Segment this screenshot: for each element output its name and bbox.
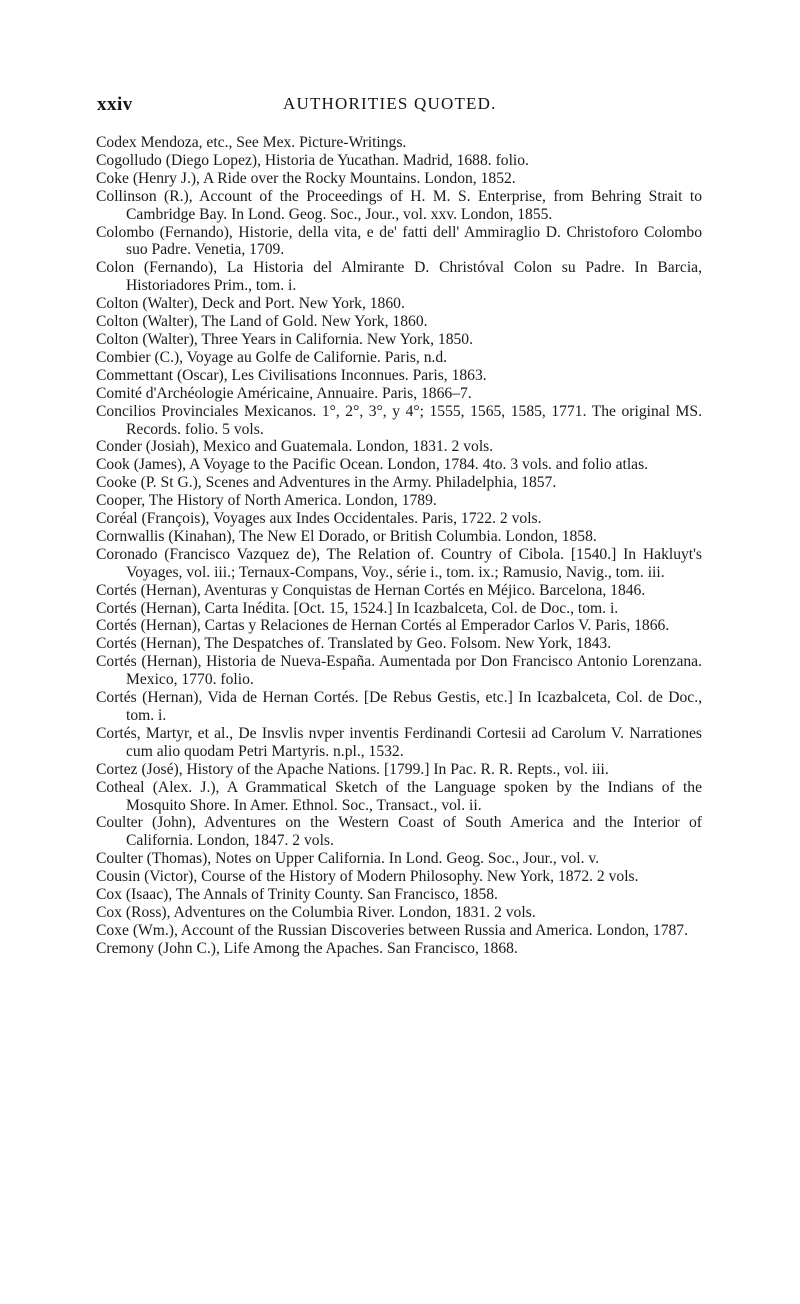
bibliography-entry: Coke (Henry J.), A Ride over the Rocky Mountains. London, 1852. bbox=[96, 169, 516, 187]
page-number: xxiv bbox=[97, 94, 133, 115]
bibliography-entry: Colton (Walter), Deck and Port. New York, 1860. bbox=[96, 295, 405, 313]
bibliography-entry: Cogolludo (Diego Lopez), Historia de Yucathan. Madrid, 1688. folio. bbox=[96, 151, 529, 169]
bibliography-entry: Cortés (Hernan), Historia de Nueva-España. Aumentada por Don Francisco Antonio Lorenzana. Mexico, 1770. folio. bbox=[96, 653, 702, 689]
page-header bbox=[97, 94, 703, 118]
bibliography-entry: Conder (Josiah), Mexico and Guatemala. London, 1831. 2 vols. bbox=[96, 438, 494, 456]
bibliography-entry: Colton (Walter), Three Years in California. New York, 1850. bbox=[96, 330, 473, 348]
bibliography-entry: Codex Mendoza, etc., See Mex. Picture-Writings. bbox=[96, 134, 407, 151]
bibliography-entry: Cortés (Hernan), The Despatches of. Translated by Geo. Folsom. New York, 1843. bbox=[96, 635, 612, 653]
bibliography-entry: Cooper, The History of North America. London, 1789. bbox=[96, 492, 437, 510]
bibliography-entry: Combier (C.), Voyage au Golfe de Californie. Paris, n.d. bbox=[96, 348, 448, 366]
bibliography-entry: Coulter (John), Adventures on the Western Coast of South America and the Interior of California. London, 1847. 2 vols. bbox=[96, 814, 702, 850]
bibliography-entry: Coronado (Francisco Vazquez de), The Relation of. Country of Cibola. [1540.] In Hakluyt's Voyages, vol. iii.; Ternaux-Compans, Voy., série i., tom. ix.; Ramusio, Navig., tom. iii. bbox=[96, 545, 702, 581]
bibliography-entry: Cremony (John C.), Life Among the Apaches. San Francisco, 1868. bbox=[96, 939, 518, 957]
bibliography-entry: Colombo (Fernando), Historie, della vita, e de' fatti dell' Ammiraglio D. Christoforo Colombo suo Padre. Venetia, 1709. bbox=[96, 223, 702, 259]
bibliography-entry: Collinson (R.), Account of the Proceedings of H. M. S. Enterprise, from Behring Strait to Cambridge Bay. In Lond. Geog. Soc., Jour., vol. xxv. London, 1855. bbox=[96, 187, 702, 223]
bibliography-entry: Cortés, Martyr, et al., De Insvlis nvper inventis Ferdinandi Cortesii ad Carolum V. Narrationes cum alio quodam Petri Martyris. n.pl., 1532. bbox=[96, 724, 702, 760]
bibliography-entry: Cortés (Hernan), Carta Inédita. [Oct. 15, 1524.] In Icazbalceta, Col. de Doc., tom. i. bbox=[96, 599, 619, 617]
bibliography-entry: Colon (Fernando), La Historia del Almirante D. Christóval Colon su Padre. In Barcia, Historiadores Prim., tom. i. bbox=[96, 259, 702, 295]
bibliography-entry: Cortés (Hernan), Vida de Hernan Cortés. [De Rebus Gestis, etc.] In Icazbalceta, Col. de Doc., tom. i. bbox=[96, 689, 702, 724]
bibliography-entry: Comité d'Archéologie Américaine, Annuaire. Paris, 1866–7. bbox=[96, 384, 472, 402]
bibliography-entry: Coulter (Thomas), Notes on Upper California. In Lond. Geog. Soc., Jour., vol. v. bbox=[96, 850, 600, 868]
bibliography-entry: Coxe (Wm.), Account of the Russian Discoveries between Russia and America. London, 1787. bbox=[96, 921, 688, 939]
bibliography-entry: Cotheal (Alex. J.), A Grammatical Sketch of the Language spoken by the Indians of the Mosquito Shore. In Amer. Ethnol. Soc., Transact., vol. ii. bbox=[96, 778, 702, 814]
bibliography-entry: Concilios Provinciales Mexicanos. 1°, 2°, 3°, y 4°; 1555, 1565, 1585, 1771. The original MS. Records. folio. 5 vols. bbox=[96, 402, 702, 438]
bibliography-entry: Commettant (Oscar), Les Civilisations Inconnues. Paris, 1863. bbox=[96, 366, 487, 384]
bibliography-entry: Cooke (P. St G.), Scenes and Adventures in the Army. Philadelphia, 1857. bbox=[96, 474, 557, 492]
bibliography-entry: Cousin (Victor), Course of the History of Modern Philosophy. New York, 1872. 2 vols. bbox=[96, 868, 639, 886]
bibliography-entry: Cox (Isaac), The Annals of Trinity County. San Francisco, 1858. bbox=[96, 886, 498, 904]
running-title: AUTHORITIES QUOTED. bbox=[283, 94, 497, 113]
bibliography-entry: Cortés (Hernan), Aventuras y Conquistas de Hernan Cortés en Méjico. Barcelona, 1846. bbox=[96, 581, 646, 599]
bibliography-entry: Cox (Ross), Adventures on the Columbia River. London, 1831. 2 vols. bbox=[96, 903, 536, 921]
bibliography-entry: Cortez (José), History of the Apache Nations. [1799.] In Pac. R. R. Repts., vol. iii. bbox=[96, 760, 609, 778]
bibliography-entry: Colton (Walter), The Land of Gold. New York, 1860. bbox=[96, 313, 428, 331]
bibliography-entry: Cornwallis (Kinahan), The New El Dorado, or British Columbia. London, 1858. bbox=[96, 527, 597, 545]
bibliography-list bbox=[96, 134, 702, 958]
bibliography-entry: Cortés (Hernan), Cartas y Relaciones de Hernan Cortés al Emperador Carlos V. Paris, 1866. bbox=[96, 617, 670, 635]
bibliography-entry: Cook (James), A Voyage to the Pacific Ocean. London, 1784. 4to. 3 vols. and folio atlas. bbox=[96, 456, 649, 474]
bibliography-entry: Coréal (François), Voyages aux Indes Occidentales. Paris, 1722. 2 vols. bbox=[96, 510, 542, 528]
